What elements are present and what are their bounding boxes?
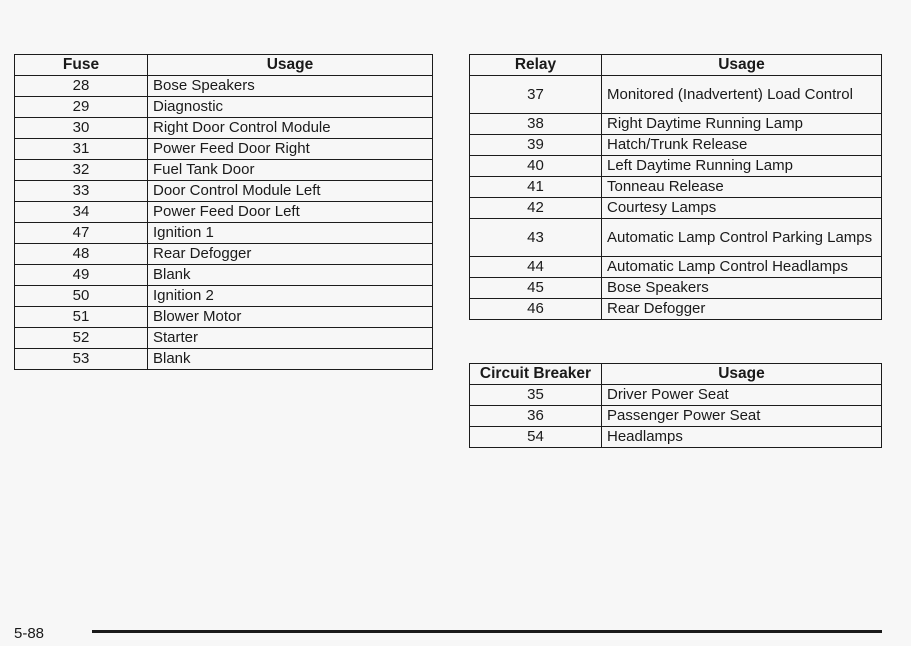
relay-number: 42 <box>470 198 602 219</box>
breaker-usage: Headlamps <box>602 427 882 448</box>
fuse-usage: Blank <box>148 349 433 370</box>
fuse-number: 29 <box>15 97 148 118</box>
table-row <box>15 286 433 307</box>
relay-usage: Left Daytime Running Lamp <box>602 156 882 177</box>
relay-number: 38 <box>470 114 602 135</box>
footer-rule <box>92 630 882 633</box>
fuse-number: 32 <box>15 160 148 181</box>
column-header: Usage <box>148 55 433 76</box>
table-row <box>15 181 433 202</box>
relay-usage: Bose Speakers <box>602 278 882 299</box>
relay-number: 43 <box>470 219 602 257</box>
relay-number: 45 <box>470 278 602 299</box>
fuse-number: 33 <box>15 181 148 202</box>
table-row <box>470 177 882 198</box>
table-row <box>470 427 882 448</box>
table-row <box>470 299 882 320</box>
table-row <box>15 202 433 223</box>
table-row <box>15 307 433 328</box>
fuse-usage: Blank <box>148 265 433 286</box>
fuse-table <box>14 54 433 370</box>
table-row <box>470 219 882 257</box>
relay-usage: Automatic Lamp Control Headlamps <box>602 257 882 278</box>
page-number: 5-88 <box>14 625 45 642</box>
table-header-row <box>470 364 882 385</box>
circuit-breaker-table <box>469 363 882 448</box>
relay-number: 40 <box>470 156 602 177</box>
fuse-number: 52 <box>15 328 148 349</box>
fuse-usage: Ignition 1 <box>148 223 433 244</box>
fuse-usage: Power Feed Door Right <box>148 139 433 160</box>
relay-number: 41 <box>470 177 602 198</box>
table-row <box>470 156 882 177</box>
fuse-number: 51 <box>15 307 148 328</box>
relay-usage: Rear Defogger <box>602 299 882 320</box>
fuse-usage: Starter <box>148 328 433 349</box>
fuse-usage: Rear Defogger <box>148 244 433 265</box>
fuse-usage: Fuel Tank Door <box>148 160 433 181</box>
table-row <box>470 135 882 156</box>
table-row <box>470 257 882 278</box>
table-row <box>470 406 882 427</box>
column-header: Circuit Breaker <box>470 364 602 385</box>
relay-usage: Monitored (Inadvertent) Load Control <box>602 76 882 114</box>
column-header: Fuse <box>15 55 148 76</box>
relay-number: 44 <box>470 257 602 278</box>
fuse-usage: Right Door Control Module <box>148 118 433 139</box>
fuse-number: 30 <box>15 118 148 139</box>
table-row <box>470 114 882 135</box>
table-header-row <box>470 55 882 76</box>
relay-usage: Hatch/Trunk Release <box>602 135 882 156</box>
breaker-usage: Passenger Power Seat <box>602 406 882 427</box>
fuse-number: 34 <box>15 202 148 223</box>
breaker-number: 54 <box>470 427 602 448</box>
fuse-usage: Diagnostic <box>148 97 433 118</box>
fuse-usage: Bose Speakers <box>148 76 433 97</box>
fuse-number: 47 <box>15 223 148 244</box>
table-row <box>15 139 433 160</box>
table-row <box>15 118 433 139</box>
fuse-number: 31 <box>15 139 148 160</box>
relay-number: 37 <box>470 76 602 114</box>
fuse-usage: Door Control Module Left <box>148 181 433 202</box>
fuse-usage: Blower Motor <box>148 307 433 328</box>
table-row <box>15 244 433 265</box>
fuse-usage: Ignition 2 <box>148 286 433 307</box>
fuse-number: 53 <box>15 349 148 370</box>
column-header: Usage <box>602 364 882 385</box>
table-row <box>15 223 433 244</box>
column-header: Relay <box>470 55 602 76</box>
relay-usage: Right Daytime Running Lamp <box>602 114 882 135</box>
table-row <box>470 278 882 299</box>
table-row <box>15 160 433 181</box>
breaker-number: 36 <box>470 406 602 427</box>
relay-usage: Automatic Lamp Control Parking Lamps <box>602 219 882 257</box>
relay-usage: Tonneau Release <box>602 177 882 198</box>
table-row <box>470 198 882 219</box>
fuse-number: 48 <box>15 244 148 265</box>
table-row <box>470 385 882 406</box>
relay-number: 46 <box>470 299 602 320</box>
relay-number: 39 <box>470 135 602 156</box>
table-row <box>15 97 433 118</box>
table-row <box>470 76 882 114</box>
table-row <box>15 328 433 349</box>
table-row <box>15 76 433 97</box>
relay-table <box>469 54 882 320</box>
table-row <box>15 265 433 286</box>
column-header: Usage <box>602 55 882 76</box>
relay-usage: Courtesy Lamps <box>602 198 882 219</box>
breaker-number: 35 <box>470 385 602 406</box>
fuse-number: 28 <box>15 76 148 97</box>
table-header-row <box>15 55 433 76</box>
table-row <box>15 349 433 370</box>
breaker-usage: Driver Power Seat <box>602 385 882 406</box>
fuse-number: 49 <box>15 265 148 286</box>
fuse-number: 50 <box>15 286 148 307</box>
fuse-usage: Power Feed Door Left <box>148 202 433 223</box>
